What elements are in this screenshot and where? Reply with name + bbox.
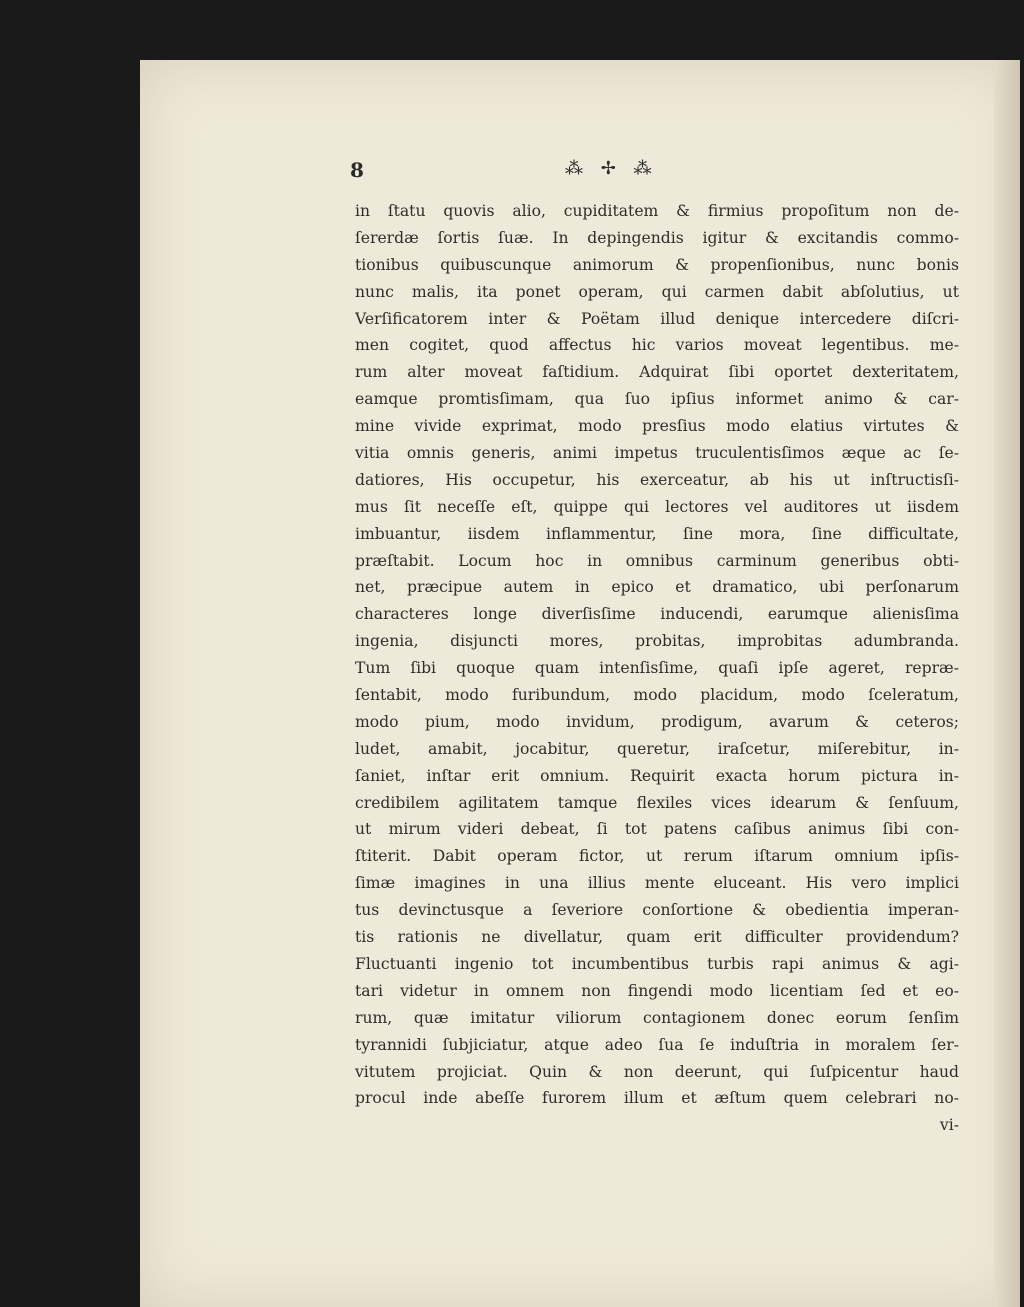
text-line: datiores, His occupetur, his exerceatur, ab his ut inſtructisſi- xyxy=(355,470,959,489)
body-text xyxy=(355,198,959,1139)
text-line: rum alter moveat faſtidium. Adquirat ſibi oportet dexteritatem, xyxy=(355,363,959,382)
text-line: vitutem projiciat. Quin & non deerunt, qui ſuſpicentur haud xyxy=(355,1062,959,1081)
text-line: procul inde abeſſe furorem illum et æſtum quem celebrari no- xyxy=(355,1089,959,1108)
text-line: ſimæ imagines in una illius mente eluceant. His vero implici xyxy=(355,874,959,893)
text-line: eamque promtisſimam, qua ſuo ipſius informet animo & car- xyxy=(355,390,959,409)
text-line: Tum ſibi quoque quam intenſisſime, quaſi ipſe ageret, repræ- xyxy=(355,659,959,678)
text-line: tis rationis ne divellatur, quam erit difficulter providendum? xyxy=(355,928,959,947)
text-line: in ſtatu quovis alio, cupiditatem & firmius propoſitum non de- xyxy=(355,202,959,220)
text-line: Fluctuanti ingenio tot incumbentibus turbis rapi animus & agi- xyxy=(355,954,959,973)
text-line: characteres longe diverſisſime inducendi, earumque alienisſima xyxy=(355,605,959,624)
text-line: tus devinctusque a ſeveriore conſortione & obedientia imperan- xyxy=(355,901,959,920)
text-line: ingenia, disjuncti mores, probitas, improbitas adumbranda. xyxy=(355,632,959,651)
text-line: ut mirum videri debeat, ſi tot patens caſibus animus ſibi con- xyxy=(355,820,959,839)
text-line: præſtabit. Locum hoc in omnibus carminum generibus obti- xyxy=(355,551,959,570)
text-line: nunc malis, ita ponet operam, qui carmen dabit abſolutius, ut xyxy=(355,282,959,301)
text-line: Verſificatorem inter & Poëtam illud denique intercedere diſcri- xyxy=(355,309,959,328)
page-edge xyxy=(994,60,1020,1307)
text-line: ſentabit, modo furibundum, modo placidum, modo ſceleratum, xyxy=(355,686,959,705)
text-line: tari videtur in omnem non fingendi modo licentiam ſed et eo- xyxy=(355,981,959,1000)
text-line: credibilem agilitatem tamque flexiles vices idearum & ſenſuum, xyxy=(355,793,959,812)
text-line: ludet, amabit, jocabitur, queretur, iraſcetur, miſerebitur, in- xyxy=(355,739,959,758)
page-header xyxy=(350,158,955,186)
text-line: rum, quæ imitatur viliorum contagionem donec eorum ſenſim xyxy=(355,1008,959,1027)
text-line: tyrannidi ſubjiciatur, atque adeo ſua ſe induſtria in moralem ſer- xyxy=(355,1035,959,1054)
text-line: mus ſit neceſſe eſt, quippe qui lectores vel auditores ut iisdem xyxy=(355,497,959,516)
text-line: vitia omnis generis, animi impetus truculentisſimos æque ac ſe- xyxy=(355,444,959,463)
text-line: tionibus quibuscunque animorum & propenſionibus, nunc bonis xyxy=(355,255,959,274)
header-ornament: ⁂ ✢ ⁂ xyxy=(565,158,658,179)
text-line: net, præcipue autem in epico et dramatico, ubi perſonarum xyxy=(355,578,959,597)
page-number: 8 xyxy=(350,158,364,182)
text-line: imbuantur, iisdem inflammentur, ſine mora, ſine difficultate, xyxy=(355,524,959,543)
text-line: ſtiterit. Dabit operam fictor, ut rerum iſtarum omnium ipſis- xyxy=(355,847,959,866)
text-line: ſererdæ ſortis ſuæ. In depingendis igitur & excitandis commo- xyxy=(355,228,959,247)
text-line: modo pium, modo invidum, prodigum, avarum & ceteros; xyxy=(355,712,959,731)
text-line: ſaniet, inſtar erit omnium. Requirit exacta horum pictura in- xyxy=(355,766,959,785)
text-line: mine vivide exprimat, modo presſius modo elatius virtutes & xyxy=(355,417,959,436)
catchword: vi- xyxy=(939,1116,959,1135)
text-line: men cogitet, quod affectus hic varios moveat legentibus. me- xyxy=(355,336,959,355)
